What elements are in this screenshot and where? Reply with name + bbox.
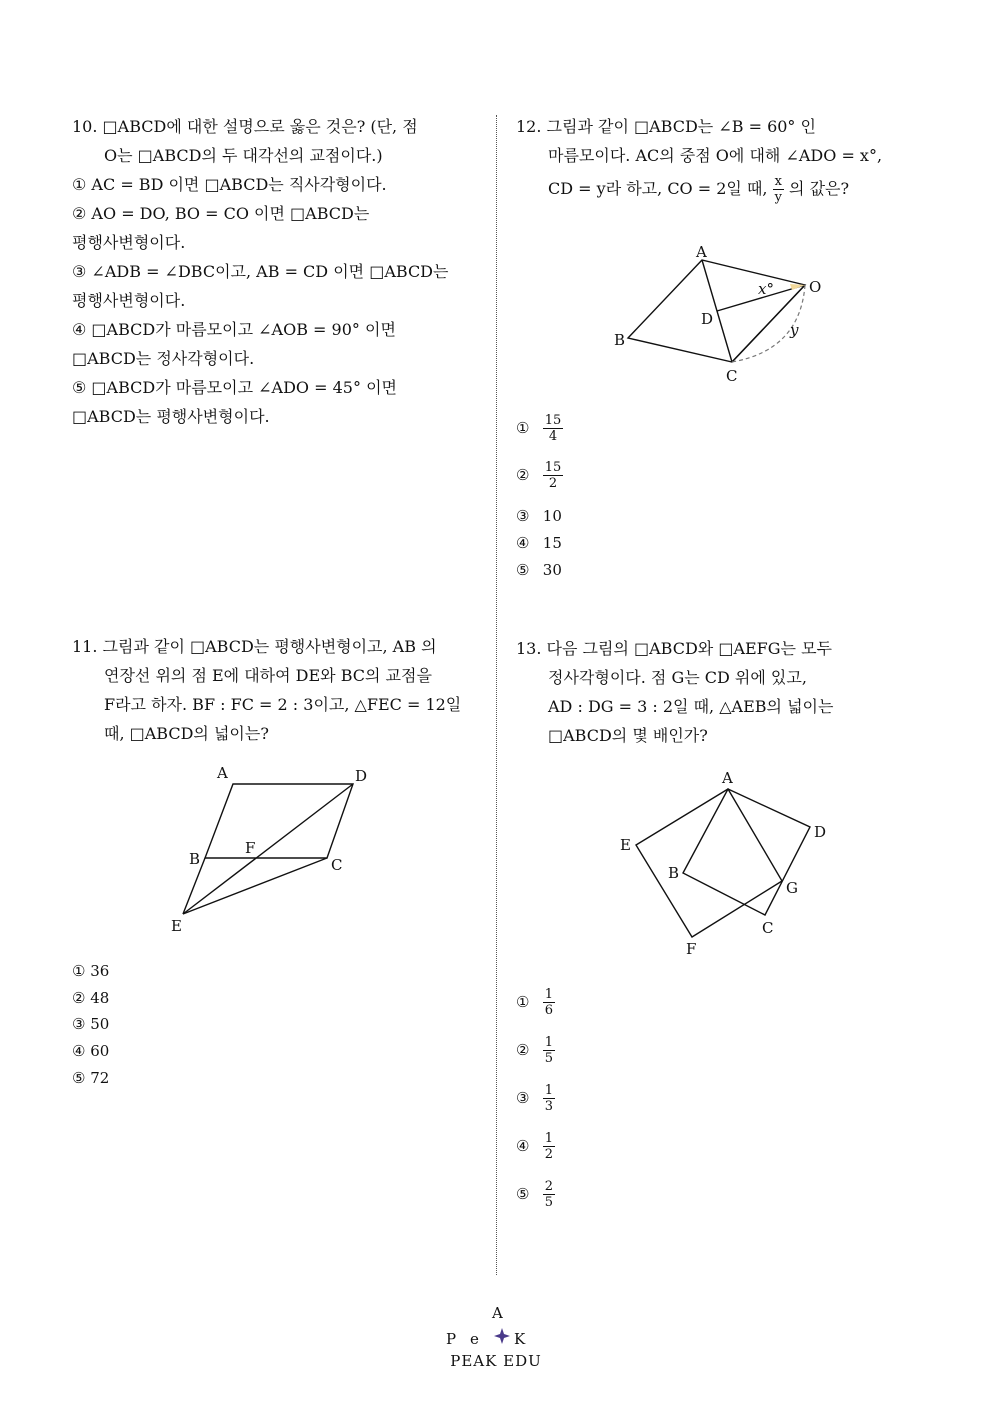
q13-figure-squares [610, 765, 840, 965]
q13-choice-2[interactable] [516, 1035, 555, 1066]
q10-option-3-cont: 평행사변형이다. [72, 291, 186, 310]
peak-logo-text: PEAK EDU [450, 1352, 542, 1370]
q13-stem-line-1: 13. 다음 그림의 □ABCD와 □AEFG는 모두 [516, 639, 833, 658]
svg-text:P: P [446, 1330, 457, 1348]
numerator: 2 [544, 1179, 554, 1194]
q11-choice-3[interactable]: ③ 50 [72, 1015, 110, 1033]
q13-choice-2-fraction [543, 1035, 555, 1066]
numerator: 15 [544, 413, 562, 428]
choice-value: 15 [542, 534, 562, 552]
choice-mark: ③ [516, 1088, 530, 1107]
q11-stem-line-4: 때, □ABCD의 넓이는? [104, 724, 269, 743]
q13-choice-4-fraction [543, 1131, 555, 1162]
denominator: 5 [544, 1195, 554, 1210]
q10-option-4-cont: □ABCD는 정사각형이다. [72, 349, 255, 368]
choice-mark: ② [516, 465, 530, 484]
q12-choice-2[interactable] [516, 460, 563, 491]
q13-stem-line-2: 정사각형이다. 점 G는 CD 위에 있고, [548, 668, 807, 687]
q13-label-F: F [686, 940, 697, 958]
q13-choice-5[interactable] [516, 1179, 555, 1210]
q13-choice-1-fraction [543, 987, 555, 1018]
q13-stem-line-4: □ABCD의 몇 배인가? [548, 726, 708, 745]
choice-value: 30 [542, 561, 562, 579]
denominator: 2 [548, 476, 558, 491]
q12-stem-line-1: 12. 그림과 같이 □ABCD는 ∠B = 60° 인 [516, 117, 816, 136]
q12-label-C: C [726, 367, 738, 385]
q12-choice-1-fraction [543, 413, 564, 444]
question-13 [516, 634, 833, 750]
choice-mark: ④ [516, 1136, 530, 1155]
choice-mark: ⑤ [516, 561, 530, 579]
numerator: 1 [544, 1131, 554, 1146]
q10-option-4: ④ □ABCD가 마름모이고 ∠AOB = 90° 이면 [72, 320, 396, 339]
denominator: 3 [544, 1099, 554, 1114]
choice-mark: ① [516, 992, 530, 1011]
q12-frac-numerator: x [774, 174, 782, 189]
q12-stem-line-2: 마름모이다. AC의 중점 O에 대해 ∠ADO = x°, [548, 146, 883, 165]
q11-stem-line-3: F라고 하자. BF : FC = 2 : 3이고, △FEC = 12일 [104, 695, 462, 714]
numerator: 1 [544, 987, 554, 1002]
q10-option-1: ① AC = BD 이면 □ABCD는 직사각형이다. [72, 175, 387, 194]
svg-text:A: A [492, 1304, 503, 1322]
q11-choice-2[interactable]: ② 48 [72, 989, 110, 1007]
svg-text:e: e [470, 1330, 479, 1348]
q10-option-2: ② AO = DO, BO = CO 이면 □ABCD는 [72, 204, 370, 223]
q12-label-D: D [701, 310, 714, 328]
q12-choice-1[interactable] [516, 413, 563, 444]
denominator: 5 [544, 1051, 554, 1066]
q11-label-A: A [217, 764, 228, 782]
q10-option-2-cont: 평행사변형이다. [72, 233, 186, 252]
q11-stem-line-2: 연장선 위의 점 E에 대하여 DE와 BC의 교점을 [104, 666, 432, 685]
q10-stem-line-2: O는 □ABCD의 두 대각선의 교점이다.) [104, 146, 383, 165]
q12-figure-rhombus [600, 240, 840, 390]
q11-label-F: F [245, 839, 256, 857]
q13-stem-line-3: AD : DG = 3 : 2일 때, △AEB의 넓이는 [548, 697, 834, 716]
question-11 [72, 632, 461, 748]
numerator: 15 [544, 460, 562, 475]
question-12 [516, 112, 882, 205]
q12-label-B: B [614, 331, 626, 349]
q13-choice-1[interactable] [516, 987, 555, 1018]
choice-mark: ② [516, 1040, 530, 1059]
q13-label-E: E [620, 836, 631, 854]
q10-option-3: ③ ∠ADB = ∠DBC이고, AB = CD 이면 □ABCD는 [72, 262, 449, 281]
q12-choice-2-fraction [543, 460, 564, 491]
q13-label-G: G [786, 879, 798, 897]
q12-fraction-x-over-y [773, 174, 784, 205]
q12-stem-line-3b: 의 값은? [789, 179, 850, 198]
q12-stem-line-3a: CD = y라 하고, CO = 2일 때, [548, 179, 768, 198]
q13-choice-3-fraction [543, 1083, 555, 1114]
q12-label-y: y [790, 321, 799, 339]
column-divider [496, 115, 497, 1275]
q13-label-C: C [762, 919, 774, 937]
choice-mark: ③ [516, 507, 530, 525]
q13-choice-3[interactable] [516, 1083, 555, 1114]
numerator: 1 [544, 1035, 554, 1050]
q12-label-A: A [696, 243, 707, 261]
q11-label-D: D [355, 767, 368, 785]
denominator: 2 [544, 1147, 554, 1162]
q12-choice-4[interactable] [516, 534, 562, 552]
q13-choice-5-fraction [543, 1179, 555, 1210]
q13-label-A: A [722, 769, 733, 787]
choice-value: 10 [542, 507, 562, 525]
svg-text:K: K [514, 1330, 526, 1348]
numerator: 1 [544, 1083, 554, 1098]
q11-choice-4[interactable]: ④ 60 [72, 1042, 110, 1060]
choice-mark: ④ [516, 534, 530, 552]
q13-choice-4[interactable] [516, 1131, 555, 1162]
q11-label-C: C [331, 856, 343, 874]
q11-label-B: B [189, 850, 201, 868]
q10-option-5-cont: □ABCD는 평행사변형이다. [72, 407, 270, 426]
q12-frac-denominator: y [774, 190, 782, 205]
q12-stem-line-3 [516, 174, 882, 205]
q12-label-x: x° [758, 280, 774, 298]
q10-option-5: ⑤ □ABCD가 마름모이고 ∠ADO = 45° 이면 [72, 378, 397, 397]
q12-label-O: O [809, 278, 822, 296]
denominator: 6 [544, 1003, 554, 1018]
q11-choice-5[interactable]: ⑤ 72 [72, 1069, 110, 1087]
question-10 [72, 112, 448, 431]
q11-figure-parallelogram [165, 760, 385, 940]
q11-label-E: E [171, 917, 182, 935]
q11-stem-line-1: 11. 그림과 같이 □ABCD는 평행사변형이고, AB 의 [72, 637, 437, 656]
q10-stem-line-1: 10. □ABCD에 대한 설명으로 옳은 것은? (단, 점 [72, 117, 418, 136]
q13-label-B: B [668, 864, 680, 882]
choice-mark: ⑤ [516, 1184, 530, 1203]
choice-mark: ① [516, 418, 530, 437]
q13-label-D: D [814, 823, 827, 841]
denominator: 4 [548, 429, 558, 444]
q12-choice-5[interactable] [516, 561, 562, 579]
q11-choice-1[interactable]: ① 36 [72, 962, 110, 980]
q12-choice-3[interactable] [516, 507, 562, 525]
